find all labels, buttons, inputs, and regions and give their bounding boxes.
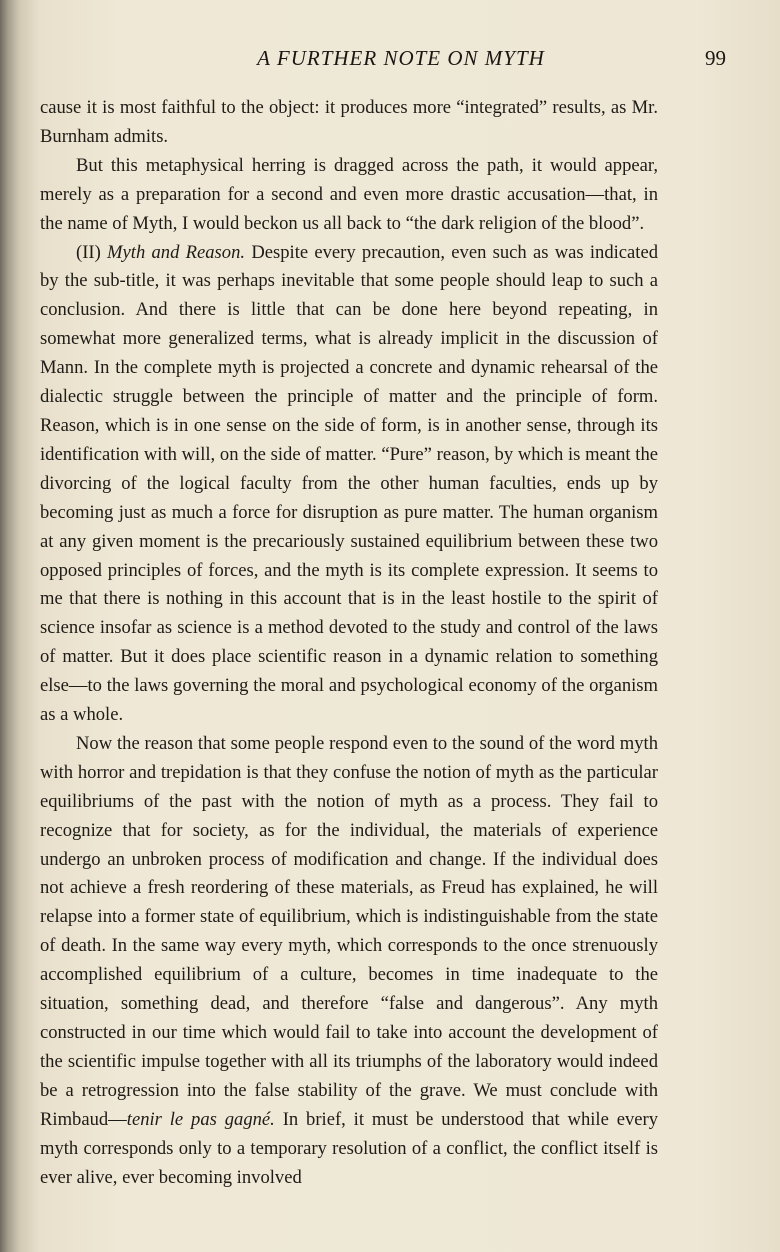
- paragraph-1: cause it is most faithful to the object: it produces more “integrated” results, as Mr. Burnham admits.: [40, 97, 658, 147]
- page-header: [40, 46, 762, 76]
- paragraph-2: But this metaphysical herring is dragged across the path, it would appear, merely as a preparation for a second and even more drastic accusation—that, in the name of Myth, I would beckon us all back to “the dark religion of the blood”.: [40, 154, 658, 234]
- page-number: 99: [705, 46, 726, 70]
- rimbaud-quote: tenir le pas gagné.: [126, 1108, 275, 1130]
- running-title: A FURTHER NOTE ON MYTH: [257, 46, 545, 70]
- body-text: [40, 94, 658, 1192]
- section-heading: Myth and Reason.: [107, 241, 246, 263]
- paragraph-3: (II) Myth and Reason. Despite every precaution, even such as was indicated by the sub-title, it was perhaps inevitable that some people should leap to such a conclusion. And there is little that can be done here beyond repeating, in somewhat more generalized terms, what is already implicit in the discussion of Mann. In the complete myth is projected a concrete and dynamic rehearsal of the dialectic struggle between the principle of matter and the principle of form. Reason, which is in one sense on the side of form, is in another sense, through its identification with will, on the side of matter. “Pure” reason, by which is meant the divorcing of the logical faculty from the other human faculties, ends up by becoming just as much a force for disruption as pure matter. The human organism at any given moment is the precariously sustained equilibrium between these two opposed principles of forces, and the myth is its complete expression. It seems to me that there is nothing in this account that is in the least hostile to the spirit of science insofar as science is a method devoted to the study and control of the laws of matter. But it does place scientific reason in a dynamic relation to something else—to the laws governing the moral and psychological economy of the organism as a whole.: [40, 241, 659, 726]
- paragraph-4: Now the reason that some people respond even to the sound of the word myth with horror and trepidation is that they confuse the notion of myth as the particular equilibriums of the past with the notion of myth as a process. They fail to recognize that for society, as for the individual, the materials of experience undergo an unbroken process of modification and change. If the individual does not achieve a fresh reordering of these materials, as Freud has explained, he will relapse into a former state of equilibrium, which is indistinguishable from the state of death. In the same way every myth, which corresponds to the once strenuously accomplished equilibrium of a culture, becomes in time inadequate to the situation, something dead, and therefore “false and dangerous”. Any myth constructed in our time which would fail to take into account the development of the scientific impulse together with all its triumphs of the laboratory would indeed be a retrogression into the false stability of the grave. We must conclude with Rimbaud—tenir le pas gagné. In brief, it must be understood that while every myth corresponds only to a temporary resolution of a conflict, the conflict itself is ever alive, ever becoming involved: [40, 732, 658, 1188]
- section-number: (II): [76, 241, 101, 263]
